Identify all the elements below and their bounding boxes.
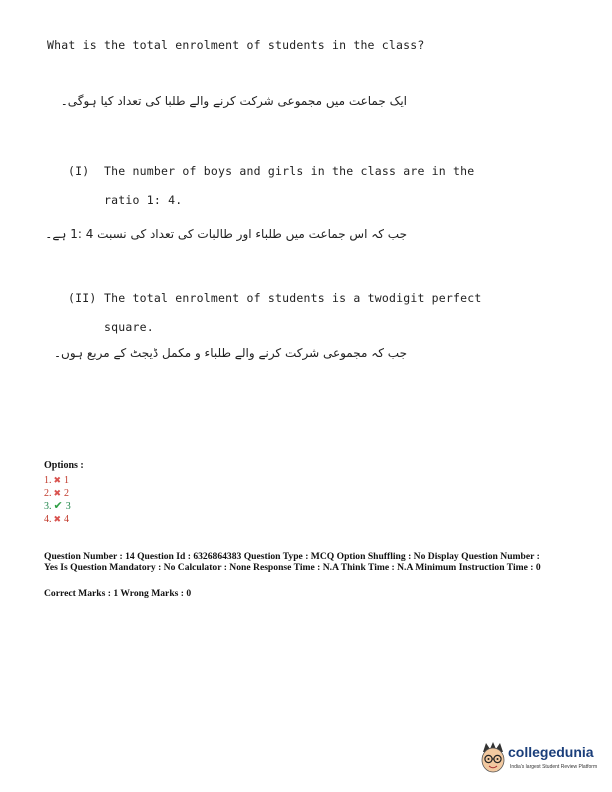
option-3-value: 3	[65, 501, 71, 512]
cross-icon: ✖	[53, 488, 62, 498]
statement-1-urdu: جب کہ اس جماعت میں طلباء اور طالبات کی تعداد کی نسبت 4 :1 ہے۔	[45, 227, 407, 241]
option-4[interactable]	[44, 513, 84, 526]
mascot-face-icon	[478, 740, 508, 776]
option-3[interactable]	[44, 500, 84, 513]
statement-1-line-1: The number of boys and girls in the class are in the	[104, 164, 475, 178]
logo-name: collegedunia	[508, 744, 594, 760]
options-block	[44, 460, 84, 526]
option-1-value: 1	[64, 475, 70, 486]
question-text-urdu: ایک جماعت میں مجموعی شرکت کرنے والے طلبا کی تعداد کیا ہوگی۔	[60, 94, 407, 108]
collegedunia-logo	[478, 740, 608, 780]
option-2-number: 2.	[44, 488, 52, 499]
statement-2-number: (II)	[68, 291, 97, 305]
statement-2-line-2: square.	[104, 320, 154, 334]
option-1[interactable]	[44, 474, 84, 487]
cross-icon: ✖	[53, 514, 62, 524]
option-4-value: 4	[64, 514, 70, 525]
option-1-number: 1.	[44, 475, 52, 486]
option-2[interactable]	[44, 487, 84, 500]
statement-1-line-2: ratio 1: 4.	[104, 193, 183, 207]
option-3-number: 3.	[44, 501, 52, 512]
check-icon: ✔	[53, 500, 63, 512]
question-metadata: Question Number : 14 Question Id : 6326864383 Question Type : MCQ Option Shuffling : No Display Question Number : Yes Is Question Mandatory : No Calculator : None Response Time : N.A Think Time : N.A Minimum Instruction Time : 0	[44, 551, 541, 573]
option-4-number: 4.	[44, 514, 52, 525]
question-text-english: What is the total enrolment of students in the class?	[47, 38, 425, 52]
logo-tagline: India's largest Student Review Platform	[510, 764, 598, 770]
statement-2-line-1: The total enrolment of students is a twodigit perfect	[104, 291, 482, 305]
marks-info: Correct Marks : 1 Wrong Marks : 0	[44, 588, 192, 599]
statement-2-urdu: جب کہ مجموعی شرکت کرنے والے طلباء و مکمل ڈیجٹ کے مربع ہوں۔	[53, 346, 407, 360]
statement-1-number: (I)	[68, 164, 90, 178]
option-2-value: 2	[64, 488, 70, 499]
cross-icon: ✖	[53, 475, 62, 485]
options-title: Options :	[44, 460, 84, 471]
